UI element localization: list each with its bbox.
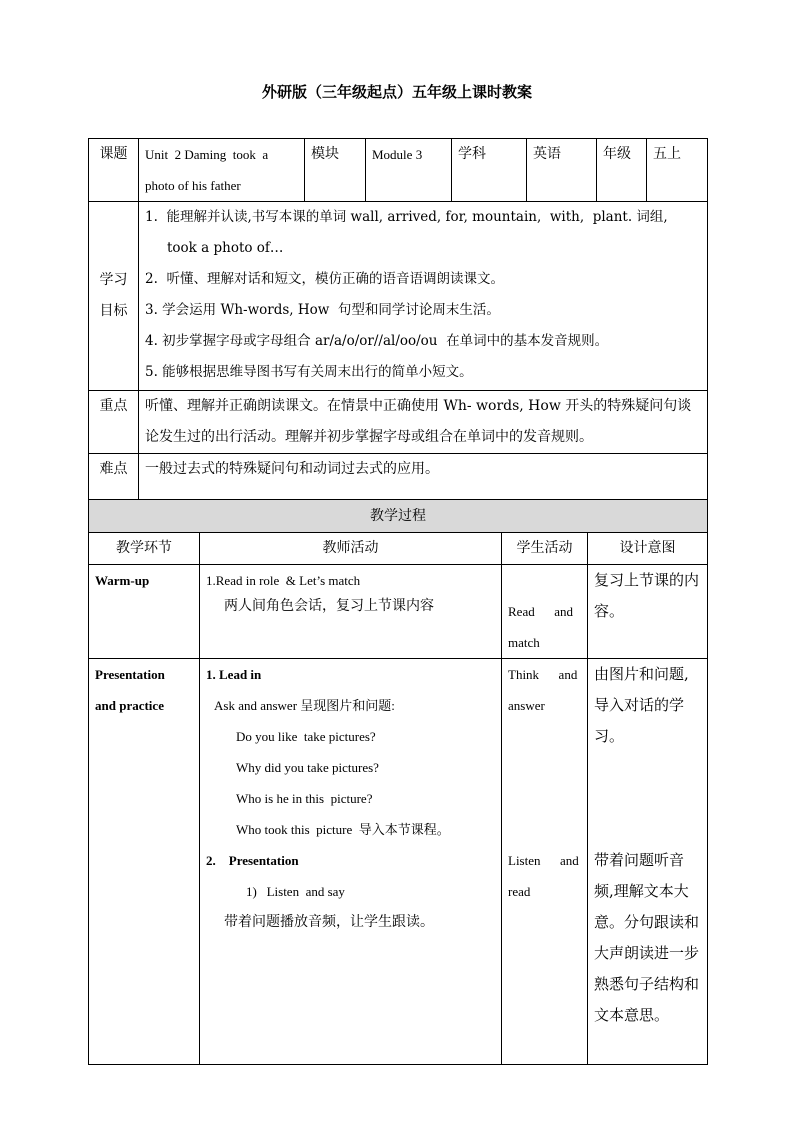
warmup-student xyxy=(502,565,588,659)
module-value: Module 3 xyxy=(366,139,452,202)
objective-item: 4. 初步掌握字母或字母组合 ar/a/o/or//al/oo/ou 在单词中的基本发音规则。 xyxy=(145,333,609,349)
warmup-student-line1: Read and xyxy=(508,604,573,619)
module-label: 模块 xyxy=(305,139,366,202)
teaching-process-table xyxy=(88,499,708,1065)
listen-say-line: 1) Listen and say xyxy=(246,884,345,899)
question-item: Who is he in this picture? xyxy=(236,791,373,806)
objectives-label xyxy=(89,202,139,391)
objective-item: took a photo of… xyxy=(167,240,284,256)
lesson-label: 课题 xyxy=(89,139,139,202)
objective-item: 1. 能理解并认读,书写本课的单词 wall, arrived, for, mountain, with, plant. 词组, xyxy=(145,209,668,225)
column-header-intent: 设计意图 xyxy=(588,533,708,565)
warmup-intent: 复习上节课的内容。 xyxy=(588,565,708,659)
listen-line2: read xyxy=(508,884,531,899)
lesson-value xyxy=(139,139,305,202)
objective-item: 5. 能够根据思维导图书写有关周末出行的简单小短文。 xyxy=(145,364,473,380)
objectives-list xyxy=(139,202,708,391)
lesson-value-line2: photo of his father xyxy=(145,178,241,193)
question-item: Who took this picture 导入本节课程。 xyxy=(236,822,450,837)
difficulties-label: 难点 xyxy=(89,454,139,501)
think-line2: answer xyxy=(508,698,545,713)
objective-item: 2. 听懂、理解对话和短文，模仿正确的语音语调朗读课文。 xyxy=(145,271,504,287)
lesson-info-table xyxy=(88,138,708,501)
page-title: 外研版（三年级起点）五年级上课时教案 xyxy=(261,83,532,101)
column-header-student: 学生活动 xyxy=(502,533,588,565)
presentation-stage xyxy=(89,659,200,1065)
ask-answer-line: Ask and answer 呈现图片和问题: xyxy=(214,698,395,713)
intent-lead-in: 由图片和问题,导入对话的学习。 xyxy=(594,665,689,745)
question-item: Do you like take pictures? xyxy=(236,729,376,744)
presentation-intent xyxy=(588,659,708,1065)
presentation-student xyxy=(502,659,588,1065)
warmup-stage: Warm-up xyxy=(89,565,200,659)
key-points-label: 重点 xyxy=(89,391,139,454)
think-line1: Think and xyxy=(508,667,578,682)
question-item: Why did you take pictures? xyxy=(236,760,379,775)
listen-line1: Listen and xyxy=(508,853,579,868)
subject-label: 学科 xyxy=(452,139,527,202)
process-heading: 教学过程 xyxy=(89,500,708,533)
warmup-teacher-line1: 1.Read in role & Let’s match xyxy=(206,573,361,588)
grade-value: 五上 xyxy=(647,139,708,202)
presentation-teacher xyxy=(200,659,502,1065)
warmup-student-line2: match xyxy=(508,635,540,650)
listen-desc-line: 带着问题播放音频，让学生跟读。 xyxy=(224,914,434,930)
lesson-value-line1: Unit 2 Daming took a xyxy=(145,147,269,162)
column-header-teacher: 教师活动 xyxy=(200,533,502,565)
objectives-label-line1: 学习 xyxy=(99,272,128,288)
warmup-teacher-line2: 两人间角色会话，复习上节课内容 xyxy=(224,598,434,614)
intent-presentation: 带着问题听音频,理解文本大意。分句跟读和大声朗读进一步熟悉句子结构和文本意思。 xyxy=(594,851,700,1024)
presentation-stage-line2: and practice xyxy=(95,698,164,713)
grade-label: 年级 xyxy=(597,139,647,202)
presentation-stage-line1: Presentation xyxy=(95,667,165,682)
difficulties-text: 一般过去式的特殊疑问句和动词过去式的应用。 xyxy=(139,454,708,501)
column-header-stage: 教学环节 xyxy=(89,533,200,565)
objective-item: 3. 学会运用 Wh-words, How 句型和同学讨论周末生活。 xyxy=(145,302,500,318)
key-points-text: 听懂、理解并正确朗读课文。在情景中正确使用 Wh- words, How 开头的特殊疑问句谈论发生过的出行活动。理解并初步掌握字母或组合在单词中的发音规则。 xyxy=(139,391,708,454)
objectives-label-line2: 目标 xyxy=(99,303,128,319)
subject-value: 英语 xyxy=(527,139,597,202)
warmup-teacher xyxy=(200,565,502,659)
presentation-heading: 2. Presentation xyxy=(206,853,299,868)
lead-in-heading: 1. Lead in xyxy=(206,667,262,682)
